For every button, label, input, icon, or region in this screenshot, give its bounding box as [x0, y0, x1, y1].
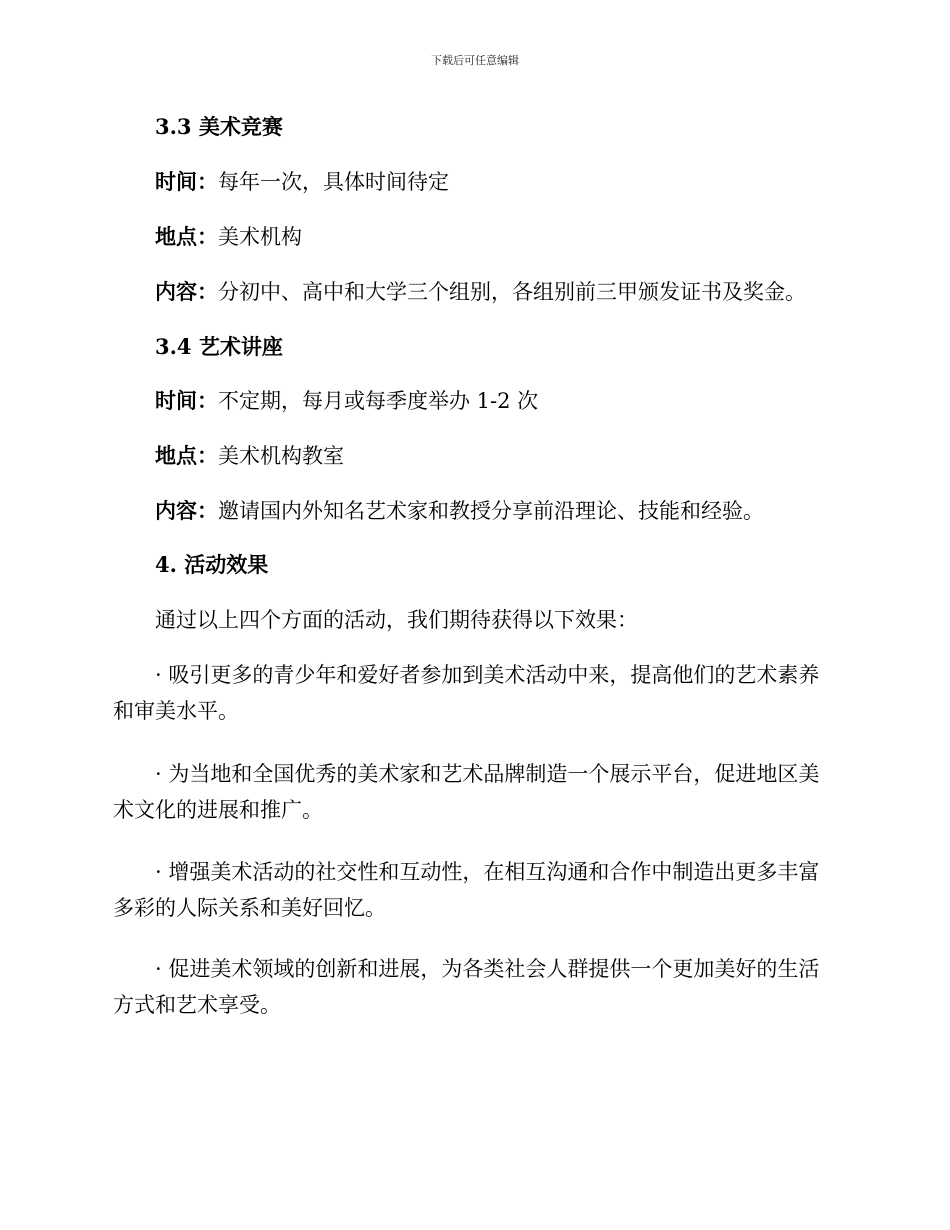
effect-bullet-item: · 吸引更多的青少年和爱好者参加到美术活动中来，提高他们的艺术素养和审美水平。 [113, 663, 820, 723]
section-3-3-heading: 3.3 美术竞赛 [155, 114, 283, 139]
place-label: 地点： [155, 443, 218, 468]
content-label: 内容： [155, 498, 218, 523]
section-3-4-heading: 3.4 艺术讲座 [155, 334, 283, 359]
effect-bullet-item: · 促进美术领域的创新和进展，为各类社会人群提供一个更加美好的生活方式和艺术享受。 [113, 957, 820, 1017]
section-3-3-time [155, 164, 875, 200]
section-4-heading: 4. 活动效果 [155, 552, 269, 577]
section-4-intro: 通过以上四个方面的活动，我们期待获得以下效果： [155, 608, 638, 632]
time-value: 每年一次，具体时间待定 [218, 170, 449, 194]
effect-bullet-item: · 增强美术活动的社交性和互动性，在相互沟通和合作中制造出更多丰富多彩的人际关系和美好回忆。 [113, 860, 820, 920]
section-3-3-place [155, 219, 875, 255]
time-label: 时间： [155, 169, 218, 194]
page-header-note: 下载后可任意编辑 [431, 54, 519, 67]
content-value: 分初中、高中和大学三个组别，各组别前三甲颁发证书及奖金。 [218, 280, 806, 304]
place-value: 美术机构 [218, 225, 302, 249]
section-3-4-place [155, 438, 875, 474]
content-value: 邀请国内外知名艺术家和教授分享前沿理论、技能和经验。 [218, 499, 764, 523]
section-3-4-time [155, 383, 875, 419]
time-value: 不定期，每月或每季度举办 1-2 次 [218, 389, 539, 413]
section-3-3-content [155, 274, 875, 310]
content-label: 内容： [155, 279, 218, 304]
place-value: 美术机构教室 [218, 444, 344, 468]
place-label: 地点： [155, 224, 218, 249]
section-3-4-content [155, 493, 875, 529]
time-label: 时间： [155, 388, 218, 413]
effect-bullet-item: · 为当地和全国优秀的美术家和艺术品牌制造一个展示平台，促进地区美术文化的进展和推广。 [113, 762, 820, 822]
